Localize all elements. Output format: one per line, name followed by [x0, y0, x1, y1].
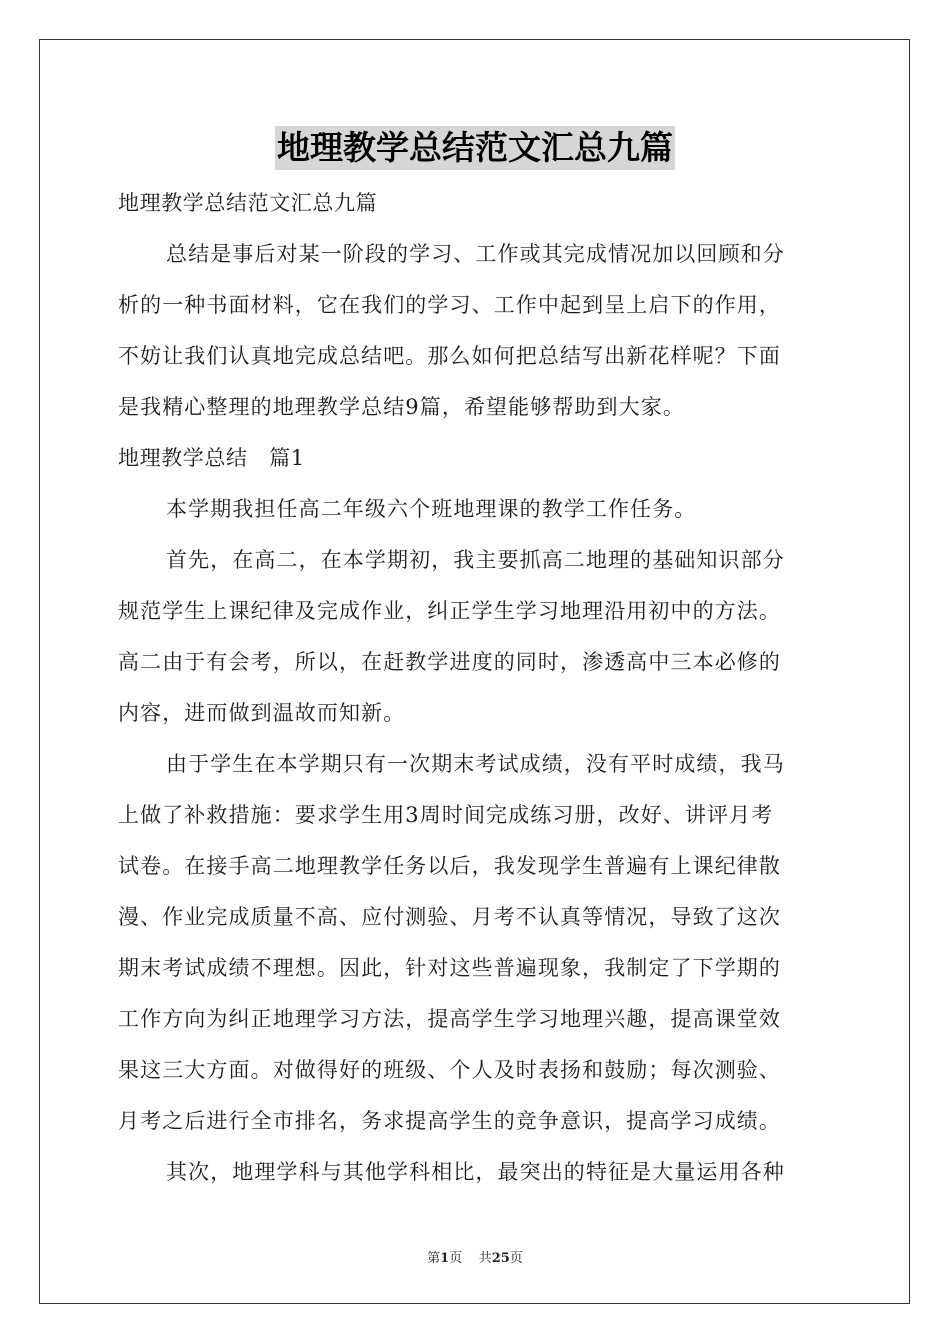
page-footer: [0, 1247, 950, 1266]
paragraph-line: 本学期我担任高二年级六个班地理课的教学工作任务。: [166, 497, 697, 521]
paragraph-line: 试卷。在接手高二地理教学任务以后，我发现学生普遍有上课纪律散: [118, 854, 781, 878]
total-label-prefix: 共: [478, 1251, 492, 1266]
paragraph-line: 不妨让我们认真地完成总结吧。那么如何把总结写出新花样呢？下面: [118, 344, 781, 368]
paragraph-line: 上做了补救措施：要求学生用3周时间完成练习册，改好、讲评月考: [118, 803, 774, 827]
paragraph-line: 高二由于有会考，所以，在赶教学进度的同时，渗透高中三本必修的: [118, 650, 781, 674]
paragraph-line: 期末考试成绩不理想。因此，针对这些普遍现象，我制定了下学期的: [118, 956, 781, 980]
paragraph-line: 工作方向为纠正地理学习方法，提高学生学习地理兴趣，提高课堂效: [118, 1007, 781, 1031]
total-label-suffix: 页: [509, 1251, 523, 1266]
title-container: [0, 126, 950, 170]
page-label-prefix: 第: [427, 1251, 441, 1266]
document-title: 地理教学总结范文汇总九篇: [275, 126, 675, 170]
paragraph-line: 内容，进而做到温故而知新。: [118, 701, 406, 725]
paragraph-line: 首先，在高二，在本学期初，我主要抓高二地理的基础知识部分: [166, 548, 785, 572]
paragraph-line: 由于学生在本学期只有一次期末考试成绩，没有平时成绩，我马: [166, 752, 785, 776]
paragraph-line: 其次，地理学科与其他学科相比，最突出的特征是大量运用各种: [166, 1160, 785, 1184]
paragraph-line: 月考之后进行全市排名，务求提高学生的竞争意识，提高学习成绩。: [118, 1109, 781, 1133]
page-label-suffix: 页: [449, 1251, 463, 1266]
document-body: [118, 178, 836, 1198]
section-heading: 地理教学总结 篇1: [118, 446, 305, 470]
paragraph-line: 总结是事后对某一阶段的学习、工作或其完成情况加以回顾和分: [166, 242, 785, 266]
paragraph-line: 果这三大方面。对做得好的班级、个人及时表扬和鼓励；每次测验、: [118, 1058, 781, 1082]
section-heading: 地理教学总结范文汇总九篇: [118, 191, 378, 215]
page-number: 1: [440, 1251, 450, 1266]
total-pages: 25: [491, 1251, 510, 1266]
paragraph-line: 漫、作业完成质量不高、应付测验、月考不认真等情况，导致了这次: [118, 905, 781, 929]
paragraph-line: 是我精心整理的地理教学总结9篇，希望能够帮助到大家。: [118, 395, 685, 419]
paragraph-line: 析的一种书面材料，它在我们的学习、工作中起到呈上启下的作用，: [118, 293, 781, 317]
paragraph-line: 规范学生上课纪律及完成作业，纠正学生学习地理沿用初中的方法。: [118, 599, 781, 623]
